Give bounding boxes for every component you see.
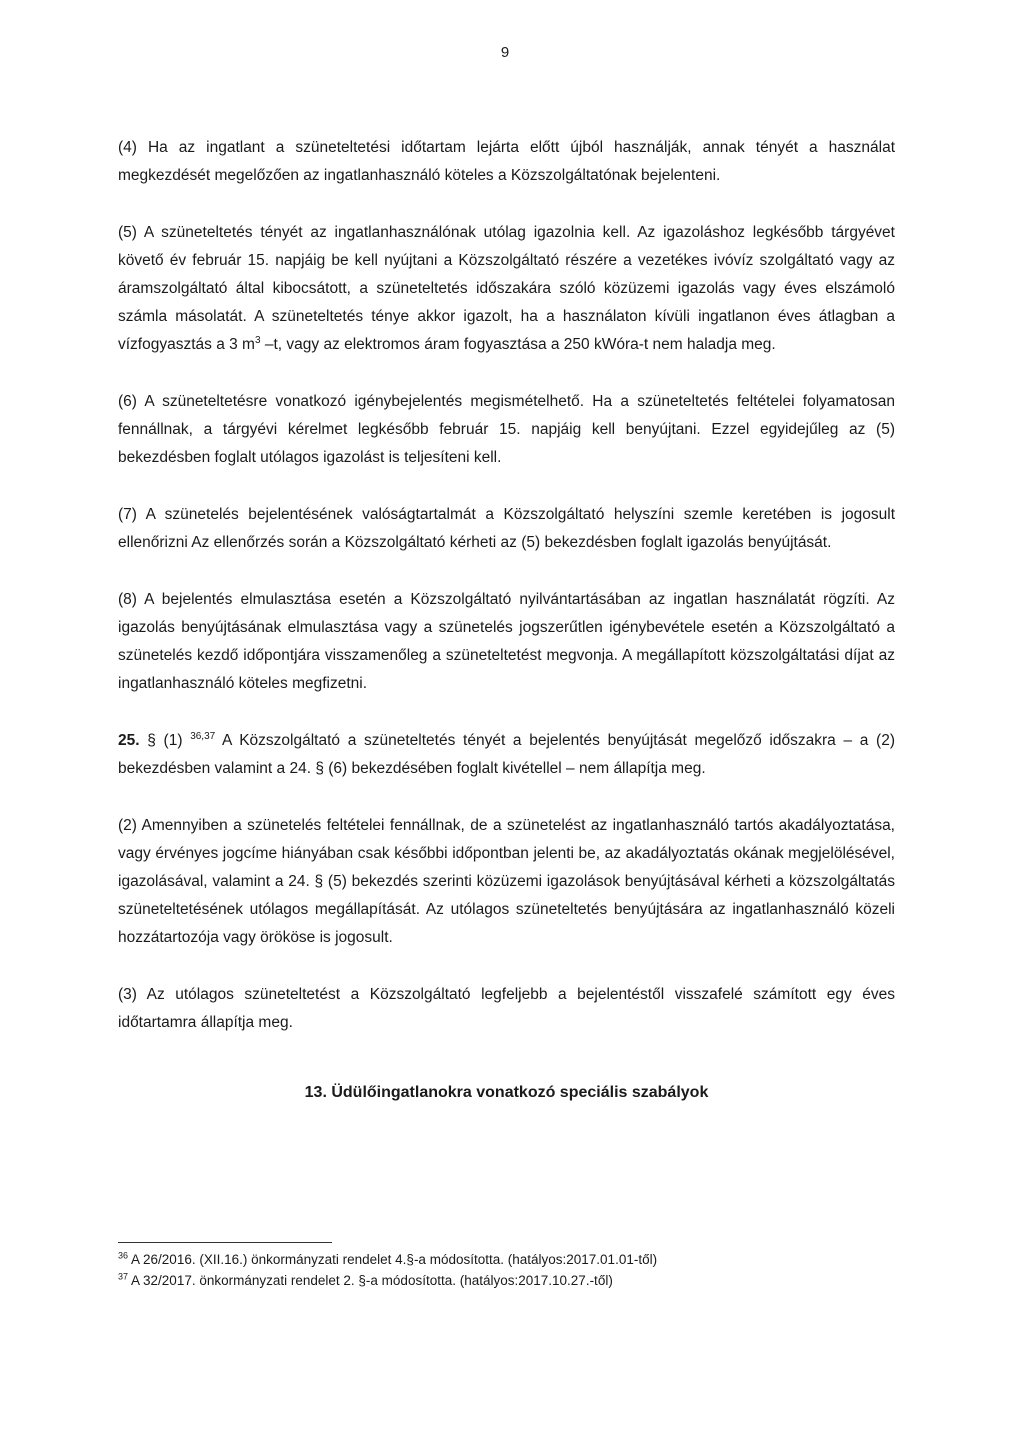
footnote-mark: 37 bbox=[118, 1271, 129, 1282]
section-title: 13. Üdülőingatlanokra vonatkozó speciális szabályok bbox=[304, 1084, 709, 1101]
footnote-item bbox=[118, 1249, 895, 1270]
section-25-paragraph-3: (3) Az utólagos szüneteltetést a Közszolgáltató legfeljebb a bejelentéstől visszafelé számított egy éves időtartamra állapítja meg. bbox=[118, 986, 895, 1031]
footnote-mark: 36 bbox=[118, 1250, 129, 1261]
paragraph-6: (6) A szüneteltetésre vonatkozó igénybejelentés megismételhető. Ha a szüneteltetés feltételei folyamatosan fennállnak, a tárgyévi kérelmet legkésőbb február 15. napjáig kell benyújtani. Ezzel egyidejűleg az (5) bekezdésben foglalt utólagos igazolást is teljesíteni kell. bbox=[118, 393, 895, 466]
document-body bbox=[118, 134, 895, 1107]
page-number: 9 bbox=[500, 44, 510, 61]
section-25-prefix: § (1) bbox=[139, 732, 191, 749]
footnote-text: A 26/2016. (XII.16.) önkormányzati rendelet 4.§-a módosította. (hatályos:2017.01.01-től) bbox=[128, 1252, 658, 1267]
footnote-divider bbox=[118, 1242, 332, 1243]
section-25-paragraph-2: (2) Amennyiben a szünetelés feltételei fennállnak, de a szünetelést az ingatlanhasználó tartós akadályoztatása, vagy érvényes jogcíme hiányában csak későbbi időpontban jelenti be, az akadályoztatás okának megjelölésével, igazolásával, valamint a 24. § (5) bekezdés szerinti közüzemi igazolások benyújtásával kérheti a közszolgáltatás szüneteltetésének utólagos megállapítását. Az utólagos szüneteltetés benyújtására az ingatlanhasználó közeli hozzátartozója vagy örököse is jogosult. bbox=[118, 817, 895, 946]
footnote-item bbox=[118, 1270, 895, 1291]
paragraph-4: (4) Ha az ingatlant a szüneteltetési időtartam lejárta előtt újból használják, annak tényét a használat megkezdését megelőzően az ingatlanhasználó köteles a Közszolgáltatónak bejelenteni. bbox=[118, 139, 895, 184]
paragraph-7: (7) A szünetelés bejelentésének valóságtartalmát a Közszolgáltató helyszíni szemle keretében is jogosult ellenőrizni Az ellenőrzés során a Közszolgáltató kérheti az (5) bekezdésben foglalt igazolás benyújtását. bbox=[118, 506, 895, 551]
paragraph-5 bbox=[118, 219, 895, 359]
paragraph-5-text-end: –t, vagy az elektromos áram fogyasztása a 250 kWóra-t nem haladja meg. bbox=[260, 336, 776, 353]
section-25-paragraph-1 bbox=[118, 727, 895, 783]
section-25-text: A Közszolgáltató a szüneteltetés tényét a bejelentés benyújtását megelőző időszakra – a (2) bekezdésben valamint a 24. § (6) bekezdésében foglalt kivétellel – nem állapítja meg. bbox=[118, 732, 895, 777]
section-25-number: 25. bbox=[118, 732, 140, 749]
footnote-text: A 32/2017. önkormányzati rendelet 2. §-a módosította. (hatályos:2017.10.27.-től) bbox=[128, 1273, 613, 1288]
paragraph-8: (8) A bejelentés elmulasztása esetén a Közszolgáltató nyilvántartásában az ingatlan használatát rögzíti. Az igazolás benyújtásának elmulasztása vagy a szünetelés jogszerűtlen igénybevétele esetén a Közszolgáltató a szünetelés kezdő időpontjára visszamenőleg a szüneteltetést megvonja. A megállapított közszolgáltatási díjat az ingatlanhasználó köteles megfizetni. bbox=[118, 591, 895, 692]
superscript-cubic: 3 bbox=[254, 334, 261, 346]
footnote-reference: 36,37 bbox=[190, 730, 216, 742]
footnotes bbox=[118, 1242, 895, 1291]
paragraph-5-text: (5) A szüneteltetés tényét az ingatlanhasználónak utólag igazolnia kell. Az igazoláshoz legkésőbb tárgyévet követő év február 15. napjáig be kell nyújtani a Közszolgáltató részére a vezetékes ivóvíz szolgáltató vagy az áramszolgáltató által kibocsátott, a szüneteltetés időszakára szóló közüzemi igazolás vagy éves elszámoló számla másolatát. A szüneteltetés ténye akkor igazolt, ha a használaton kívüli ingatlanon éves átlagban a vízfogyasztás a 3 m bbox=[118, 224, 895, 353]
